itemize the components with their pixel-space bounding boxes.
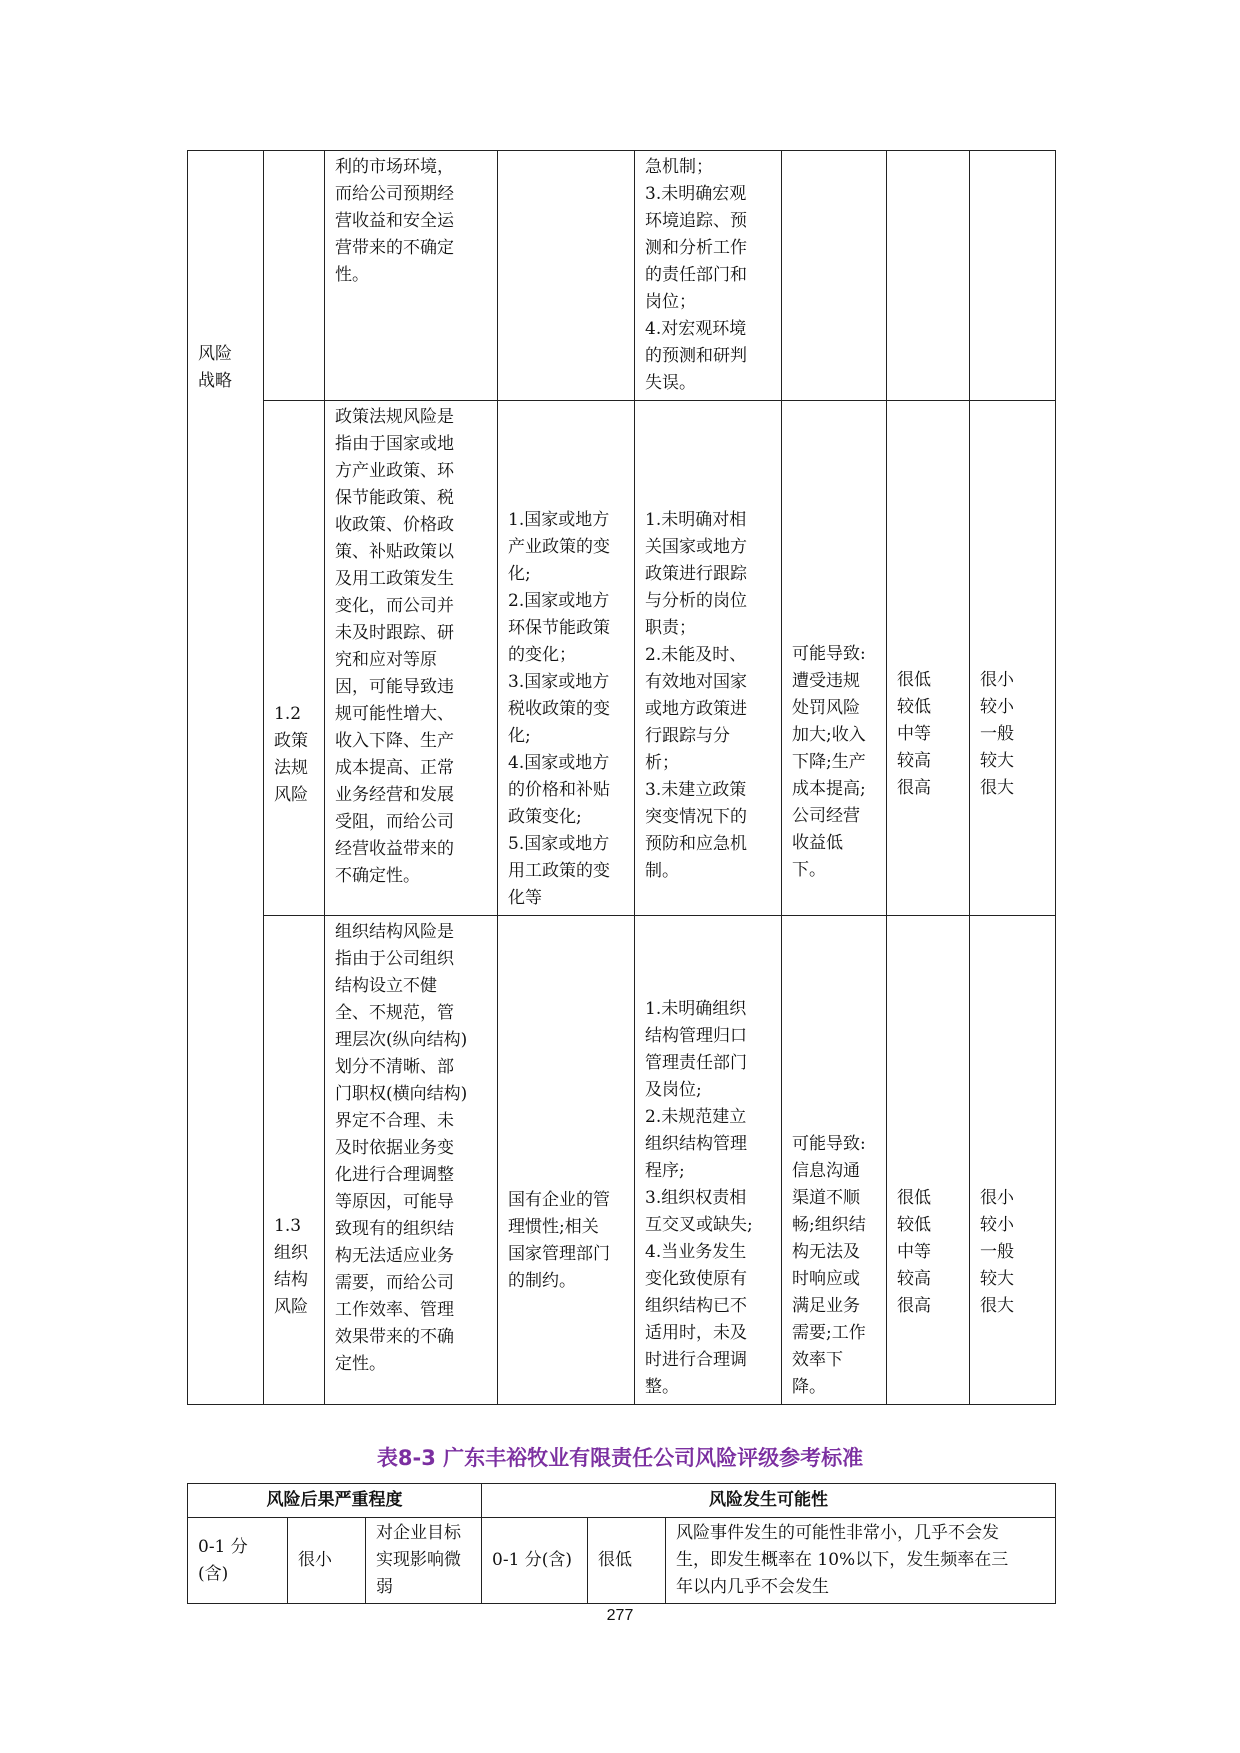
probability-level: 很低: [588, 1518, 666, 1604]
risk-probability-cell: 很低 较低 中等 较高 很高: [887, 401, 970, 916]
risk-category-cell: [188, 151, 264, 1405]
risk-source-cell: [498, 151, 635, 401]
risk-definition-cell: 组织结构风险是 指由于公司组织 结构设立不健 全、不规范，管 理层次(纵向结构) 划分不清晰、部 门职权(横向结构) 界定不合理、未 及时依据业务变 化进行合理调整 等原因，可能导 致现有的组织结 构无法适应业务 需要，而给公司 工作效率、管理 效果带来的不确 定性。: [325, 916, 498, 1405]
table-row: [188, 916, 1056, 1405]
risk-cause-cell: 急机制； 3.未明确宏观 环境追踪、预 测和分析工作 的责任部门和 岗位； 4.对宏观环境 的预测和研判 失误。: [635, 151, 782, 401]
rating-standard-table: [187, 1483, 1056, 1604]
table-caption: 表8-3 广东丰裕牧业有限责任公司风险评级参考标准: [376, 1446, 864, 1470]
risk-definition-cell: 政策法规风险是 指由于国家或地 方产业政策、环 保节能政策、税 收政策、价格政 策、补贴政策以 及用工政策发生 变化，而公司并 未及时跟踪、研 究和应对等原 因，可能导致违 规可能性增大、 收入下降、生产 成本提高、正常 业务经营和发展 受阻，而给公司 经营收益带来的 不确定性。: [325, 401, 498, 916]
risk-definition-cell: 利的市场环境， 而给公司预期经 营收益和安全运 营带来的不确定 性。: [325, 151, 498, 401]
page-number: 277: [606, 1607, 634, 1624]
risk-impact-cell: [782, 151, 887, 401]
risk-impact-cell: 可能导致: 遭受违规 处罚风险 加大;收入 下降;生产 成本提高; 公司经营 收益低 下。: [782, 401, 887, 916]
table-row: [188, 1518, 1056, 1604]
risk-source-cell: 1.国家或地方 产业政策的变 化; 2.国家或地方 环保节能政策 的变化； 3.国家或地方 税收政策的变 化; 4.国家或地方 的价格和补贴 政策变化; 5.国家或地方 用工政策的变 化等: [498, 401, 635, 916]
risk-severity-cell: 很小 较小 一般 较大 很大: [970, 916, 1056, 1405]
risk-impact-cell: 可能导致: 信息沟通 渠道不顺 畅;组织结 构无法及 时响应或 满足业务 需要;工作 效率下 降。: [782, 916, 887, 1405]
table-row: [188, 401, 1056, 916]
risk-code-cell: 1.3 组织 结构 风险: [264, 916, 325, 1405]
risk-cause-cell: 1.未明确对相 关国家或地方 政策进行跟踪 与分析的岗位 职责； 2.未能及时、 有效地对国家 或地方政策进 行跟踪与分 析； 3.未建立政策 突变情况下的 预防和应急机 制。: [635, 401, 782, 916]
severity-header: 风险后果严重程度: [188, 1484, 482, 1518]
probability-score: 0-1 分(含): [482, 1518, 588, 1604]
severity-level: 很小: [288, 1518, 366, 1604]
risk-probability-cell: [887, 151, 970, 401]
risk-cause-cell: 1.未明确组织 结构管理归口 管理责任部门 及岗位; 2.未规范建立 组织结构管理 程序; 3.组织权责相 互交叉或缺失; 4.当业务发生 变化致使原有 组织结构已不 适用时，未及 时进行合理调 整。: [635, 916, 782, 1405]
risk-severity-cell: 很小 较小 一般 较大 很大: [970, 401, 1056, 916]
severity-score: 0-1 分(含): [188, 1518, 288, 1604]
probability-header: 风险发生可能性: [482, 1484, 1056, 1518]
risk-source-cell: 国有企业的管 理惯性;相关 国家管理部门 的制约。: [498, 916, 635, 1405]
risk-severity-cell: [970, 151, 1056, 401]
risk-code-cell: 1.2 政策 法规 风险: [264, 401, 325, 916]
table-row: [188, 151, 1056, 401]
risk-code-cell: [264, 151, 325, 401]
probability-description: 风险事件发生的可能性非常小，几乎不会发 生，即发生概率在 10%以下，发生频率在三 年以内几乎不会发生: [666, 1518, 1056, 1604]
risk-table: [187, 150, 1056, 1405]
risk-category: 风险 战略: [198, 344, 232, 391]
severity-description: 对企业目标 实现影响微 弱: [366, 1518, 482, 1604]
table-header-row: [188, 1484, 1056, 1518]
risk-probability-cell: 很低 较低 中等 较高 很高: [887, 916, 970, 1405]
